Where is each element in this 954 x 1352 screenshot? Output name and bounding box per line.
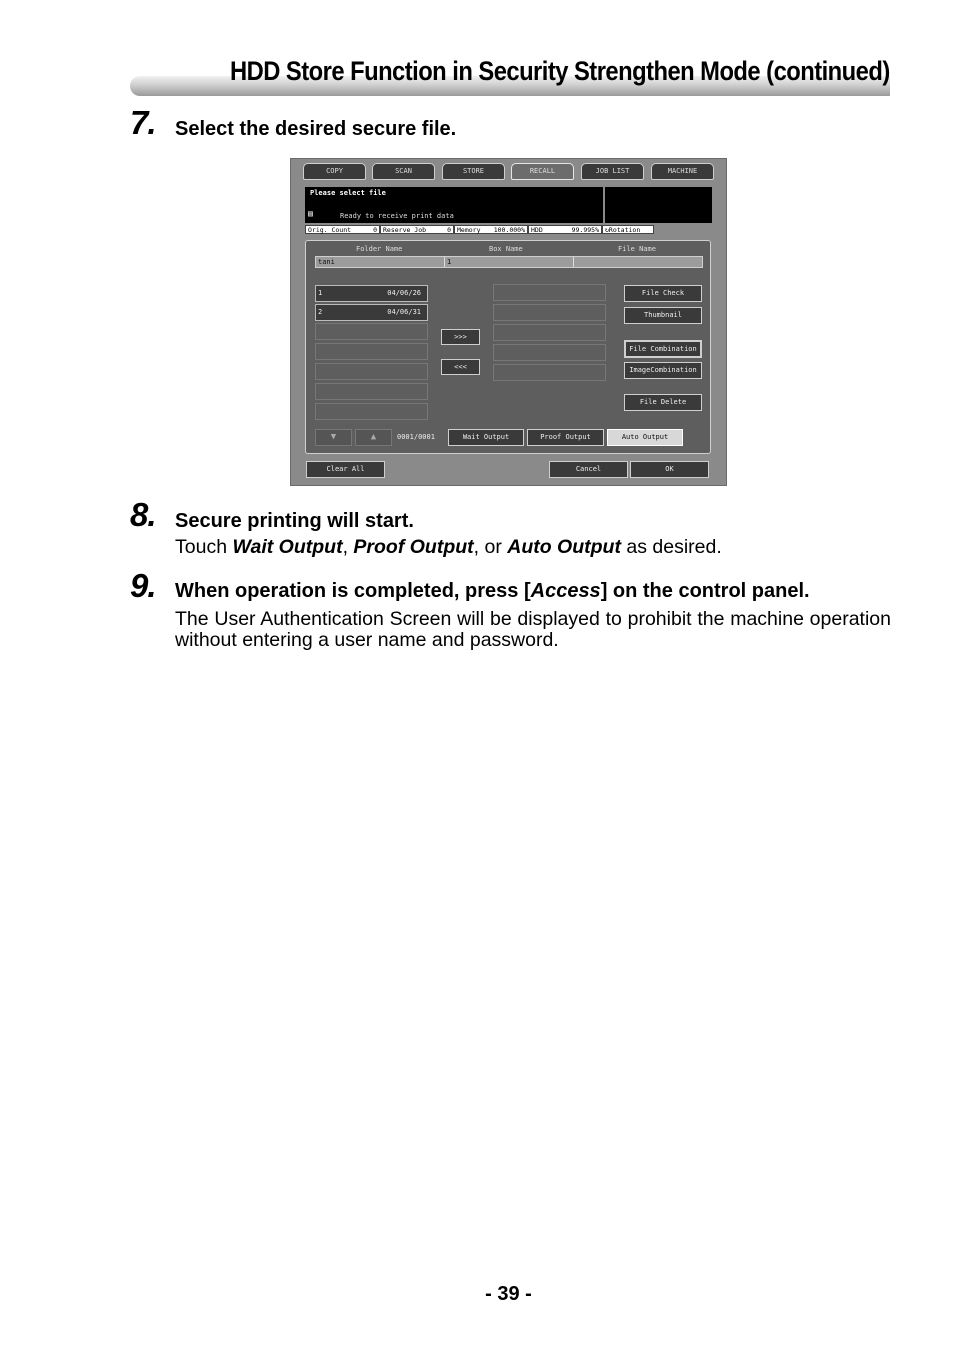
- step-7-number: 7.: [130, 104, 156, 141]
- hdd-status: HDD 99.995%: [528, 225, 602, 234]
- page-counter: 0001/0001: [397, 433, 435, 441]
- tab-machine[interactable]: MACHINE: [651, 163, 714, 180]
- page-number: - 39 -: [485, 1283, 532, 1305]
- step-9-number: 9.: [130, 567, 156, 604]
- message-area: [305, 187, 603, 223]
- message-side-area: [605, 187, 712, 223]
- file-combination-button[interactable]: File Combination: [624, 340, 702, 358]
- step-8-number: 8.: [130, 496, 156, 533]
- image-combination-button[interactable]: ImageCombination: [624, 362, 702, 379]
- status-message: Ready to receive print data: [340, 212, 454, 220]
- rotation-icon: ↻: [605, 226, 609, 234]
- proof-output-term: Proof Output: [353, 536, 474, 558]
- step-8-body: Touch Wait Output, Proof Output, or Auto Output as desired.: [175, 536, 722, 558]
- selected-file-slot[interactable]: [493, 364, 606, 381]
- auto-output-term: Auto Output: [507, 536, 621, 558]
- reserve-job-status: Reserve Job 0: [380, 225, 454, 234]
- printer-icon: ▤: [308, 209, 313, 218]
- ok-button[interactable]: OK: [630, 461, 709, 478]
- cancel-button[interactable]: Cancel: [549, 461, 628, 478]
- tab-job-list[interactable]: JOB LIST: [581, 163, 644, 180]
- folder-name-header: Folder Name: [356, 245, 403, 253]
- access-key-term: Access: [530, 580, 601, 602]
- tab-store[interactable]: STORE: [442, 163, 505, 180]
- orig-count-status: Orig. Count 0: [305, 225, 380, 234]
- selected-file: [574, 257, 702, 267]
- scroll-down-button[interactable]: ▼: [315, 429, 352, 446]
- rotation-status: ↻Rotation: [602, 225, 654, 234]
- selected-box: 1: [445, 257, 574, 267]
- auto-output-button[interactable]: Auto Output: [607, 429, 683, 446]
- move-left-button[interactable]: <<<: [441, 359, 480, 375]
- selected-file-slot[interactable]: [493, 344, 606, 361]
- selected-file-slot[interactable]: [493, 324, 606, 341]
- selected-file-slot[interactable]: [493, 304, 606, 321]
- file-list-item[interactable]: [315, 343, 428, 360]
- file-list-item[interactable]: 1 04/06/26: [315, 285, 428, 302]
- proof-output-button[interactable]: Proof Output: [527, 429, 604, 446]
- file-delete-button[interactable]: File Delete: [624, 394, 702, 411]
- recall-screen-screenshot: [290, 158, 727, 486]
- file-name-header: File Name: [618, 245, 656, 253]
- clear-all-button[interactable]: Clear All: [306, 461, 385, 478]
- step-9-body: The User Authentication Screen will be displayed to prohibit the machine operation without entering a user name and password.: [175, 608, 891, 651]
- file-check-button[interactable]: File Check: [624, 285, 702, 302]
- file-list-item[interactable]: [315, 323, 428, 340]
- tab-recall[interactable]: RECALL: [511, 163, 574, 180]
- scroll-up-button[interactable]: ▲: [355, 429, 392, 446]
- thumbnail-button[interactable]: Thumbnail: [624, 307, 702, 324]
- file-list-item[interactable]: [315, 363, 428, 380]
- file-selection-area: [305, 240, 711, 454]
- box-name-header: Box Name: [489, 245, 523, 253]
- selected-path-row: [315, 256, 703, 268]
- page-title: HDD Store Function in Security Strengthen Mode (continued): [230, 56, 890, 86]
- message-text: Please select file: [310, 189, 386, 197]
- memory-status: Memory 100.000%: [454, 225, 528, 234]
- selected-folder: tani: [316, 257, 445, 267]
- file-list-item[interactable]: [315, 403, 428, 420]
- wait-output-term: Wait Output: [232, 536, 343, 558]
- step-8-heading: Secure printing will start.: [175, 510, 414, 532]
- file-list-item[interactable]: 2 04/06/31: [315, 304, 428, 321]
- step-7-heading: Select the desired secure file.: [175, 118, 457, 140]
- step-9-heading: When operation is completed, press [Access] on the control panel.: [175, 580, 810, 602]
- move-right-button[interactable]: >>>: [441, 329, 480, 345]
- tab-scan[interactable]: SCAN: [372, 163, 435, 180]
- selected-file-slot[interactable]: [493, 284, 606, 301]
- wait-output-button[interactable]: Wait Output: [448, 429, 524, 446]
- tab-copy[interactable]: COPY: [303, 163, 366, 180]
- file-list-item[interactable]: [315, 383, 428, 400]
